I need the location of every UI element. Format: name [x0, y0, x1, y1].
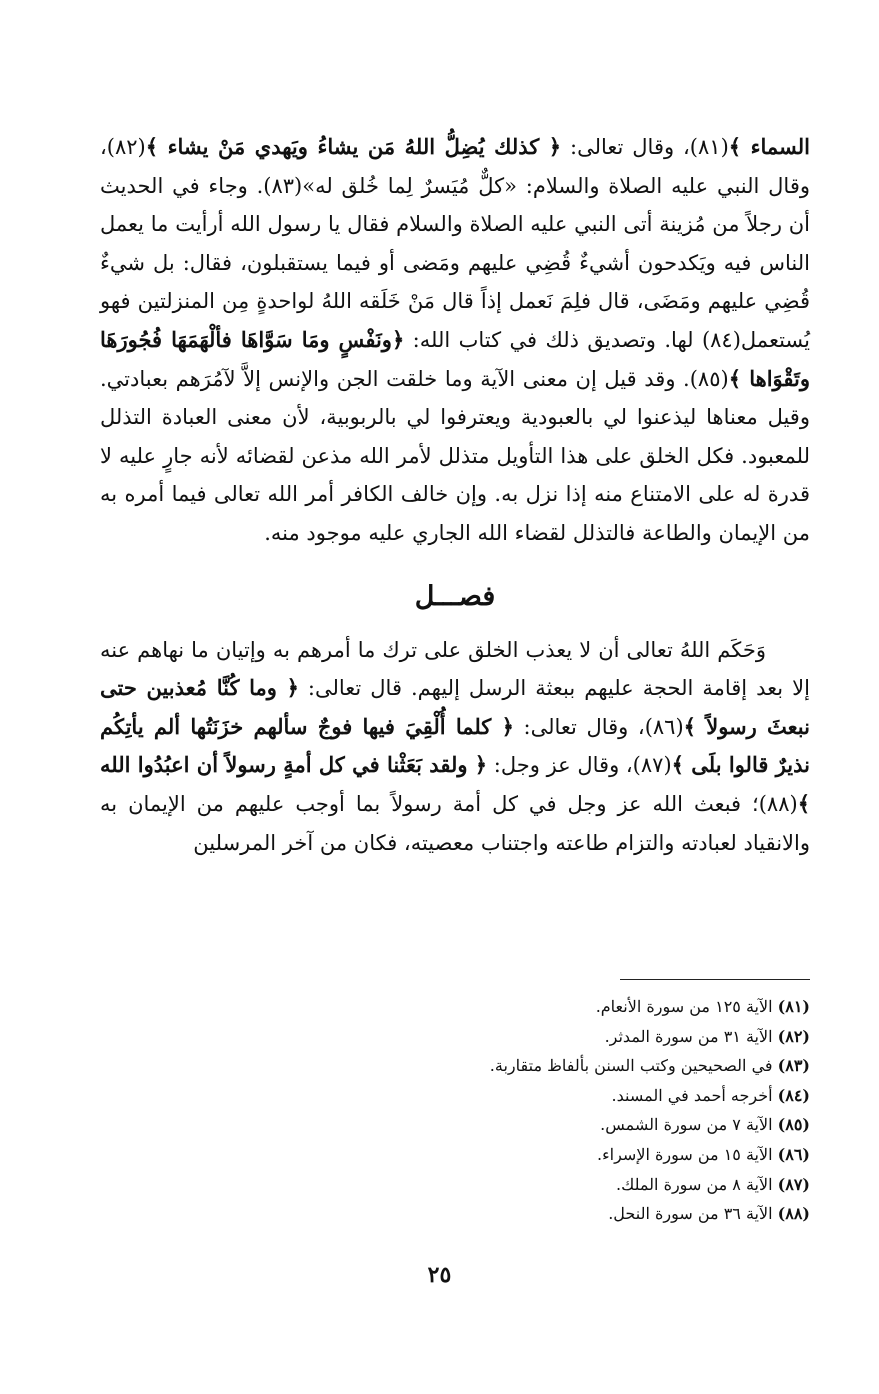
footnote-number: (٨٧): [777, 1174, 810, 1194]
footnote-item: [380, 1051, 810, 1081]
section-heading: فصـــل: [414, 580, 496, 612]
footnote-separator: [620, 979, 810, 980]
footnote-text: الآية ٣٦ من سورة النحل.: [608, 1204, 773, 1224]
footnote-text: الآية ٣١ من سورة المدثر.: [604, 1026, 773, 1046]
paragraph-2-segment: (٨٧)، وقال عز وجل:: [487, 753, 672, 778]
paragraph-2-segment: (٨٨)؛ فبعث الله عز وجل في كل أمة رسولاً بما أوجب عليهم من الإيمان به والانقياد لعبادته والتزام طاعته واجتناب معصيته، فكان من آخر المرسلين: [100, 791, 810, 855]
paragraph-2: [100, 631, 810, 863]
paragraph-1: [100, 128, 810, 553]
paragraph-2-segment: وَحَكَم اللهُ تعالى أن لا يعذب الخلق على ترك ما أمرهم به وإتيان ما نهاهم عنه إلا بعد إقامة الحجة عليهم ببعثة الرسل إليهم. قال تعالى:: [100, 637, 810, 701]
footnote-item: [380, 1140, 810, 1170]
main-text: [100, 128, 810, 862]
footnote-number: (٨١): [777, 997, 810, 1016]
footnotes-list: [380, 992, 810, 1229]
footnote-item: [380, 1110, 810, 1140]
footnote-number: (٨٦): [777, 1144, 810, 1164]
footnote-text: الآية ١٢٥ من سورة الأنعام.: [595, 997, 773, 1016]
paragraph-1-segment: (٨٥). وقد قيل إن معنى الآية وما خلقت الجن والإنس إلاَّ لآمُرَهم بعبادتي. وقيل معناها ليذعنوا لي بالعبودية ويعترفوا لي بالربوبية، لأن معنى العبادة التذلل للمعبود. فكل الخلق على هذا التأويل متذلل لأمر الله مذعن لقضائه لأنه جارٍ عليه لا قدرة له على الامتناع منه إذا نزل به. وإن خالف الكافر أمر الله تعالى فيما أمره به من الإيمان والطاعة فالتذلل لقضاء الله الجاري عليه موجود منه.: [100, 366, 810, 545]
paragraph-1-segment: (٨١)، وقال تعالى:: [561, 135, 729, 159]
paragraph-2-segment: (٨٦)، وقال تعالى:: [513, 714, 684, 739]
page-number: ٢٥: [427, 1262, 452, 1288]
footnote-number: (٨٨): [777, 1204, 810, 1224]
footnote-text: الآية ١٥ من سورة الإسراء.: [597, 1144, 773, 1164]
paragraph-1-segment: السماء ﴾: [728, 134, 810, 159]
paragraph-1-segment: ﴿ونَفْسٍ ومَا سَوَّاهَا فألْهَمَهَا فُجُورَهَا وتَقْوَاها ﴾: [100, 326, 810, 391]
footnote-text: في الصحيحين وكتب السنن بألفاظ متقاربة.: [489, 1056, 773, 1076]
footnote-item: [380, 1022, 810, 1052]
footnote-item: [380, 1081, 810, 1111]
paragraph-1-segment: (٨٢)، وقال النبي عليه الصلاة والسلام: «كلٌّ مُيَسرٌ لِما خُلق له»(٨٣). وجاء في الحديث أن رجلاً من مُزينة أتى النبي عليه الصلاة والسلام فقال يا رسول الله أرأيت ما يعمل الناس فيه ويَكدحون أشيءٌ قُضِي عليهم ومَضى أو فيما يستقبلون، فقال: بل شيءٌ قُضِي عليهم ومَضَى، قال فلِمَ نَعمل إذاً قال مَنْ خَلَقه اللهُ لواحدةٍ مِن المنزلتين فهو يُستعمل(٨٤) لها. وتصديق ذلك في كتاب الله:: [100, 135, 810, 352]
footnote-number: (٨٥): [777, 1115, 810, 1135]
footnote-item: [380, 992, 810, 1022]
footnote-number: (٨٢): [777, 1026, 810, 1046]
paragraph-2-segment: ﴿ كلما أُلْقِيَ فيها فوجٌ سألهم خزَنَتُها ألم يأتِكُم نذيرٌ قالوا بلَى ﴾: [100, 713, 811, 778]
footnote-item: [380, 1170, 810, 1200]
footnote-text: الآية ٧ من سورة الشمس.: [600, 1115, 773, 1135]
footnote-number: (٨٣): [777, 1056, 810, 1076]
paragraph-1-segment: ﴿ كذلك يُضِلُّ اللهُ مَن يشاءُ ويَهدي مَنْ يشاء ﴾: [145, 134, 562, 159]
footnote-text: أخرجه أحمد في المسند.: [611, 1085, 773, 1105]
footnote-item: [380, 1199, 810, 1229]
footnote-number: (٨٤): [777, 1085, 810, 1105]
footnote-text: الآية ٨ من سورة الملك.: [616, 1174, 773, 1194]
paragraph-2-segment: ﴿ وما كُنَّا مُعذبين حتى نبعثَ رسولاً ﴾: [100, 675, 810, 739]
paragraph-2-segment: ﴿ ولقد بَعَثْنا في كل أمةٍ رسولاً أن اعبُدُوا الله ﴾: [100, 752, 810, 816]
